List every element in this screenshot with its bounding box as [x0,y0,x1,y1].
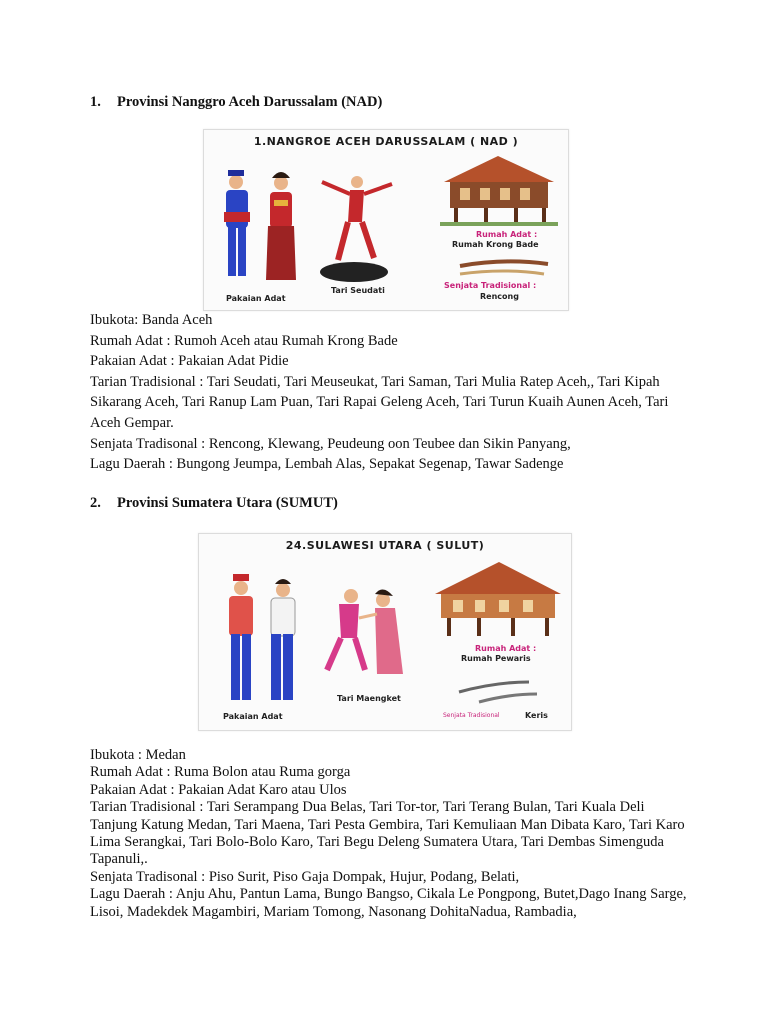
section-2-tarian: Tarian Tradisional : Tari Serampang Dua Belas, Tari Tor-tor, Tari Terang Bulan, Tari Kuala Deli Tanjung Katung Medan, Tari Maena, Tari Pesta Gembira, Tari Kemuliaan Man Dibata Karo, Tari Karo Lima Serangkai, Tari Bolo-Bolo Karo, Tari Begu Deleng Sumatera Utara, Tari Dembas Simenguda Tapanuli,. [90,799,685,868]
section-2-rumah-adat: Rumah Adat : Ruma Bolon atau Ruma gorga [90,764,351,781]
dancers-figure-icon [327,589,403,674]
section-2-pakaian-caption: Pakaian Adat [223,712,283,721]
section-2-title: Provinsi Sumatera Utara (SUMUT) [117,495,338,511]
rencong-weapon-icon [460,261,548,274]
section-2-tari-caption: Tari Maengket [337,694,401,703]
man-figure-icon [229,574,253,700]
section-1-senjata-name: Rencong [480,292,519,301]
section-1-heading [90,94,382,111]
section-1-rumah-name: Rumah Krong Bade [452,240,539,249]
section-2-illustration-banner: 24.SULAWESI UTARA ( SULUT) [285,539,485,552]
section-1-ibukota: Ibukota: Banda Aceh [90,312,213,328]
woman-figure-icon [266,172,296,280]
woman-figure-icon [271,579,295,700]
section-1-details [90,310,690,475]
section-1-rumah-label: Rumah Adat : [476,230,538,239]
section-2-ibukota: Ibukota : Medan [90,747,186,763]
section-1-illustration-banner: 1.NANGROE ACEH DARUSSALAM ( NAD ) [253,135,519,148]
section-1-rumah-adat: Rumah Adat : Rumoh Aceh atau Rumah Krong Bade [90,332,398,349]
section-2-rumah-label: Rumah Adat : [475,644,537,653]
section-1-senjata: Senjata Tradisonal : Rencong, Klewang, Peudeung oon Teubee dan Sikin Panyang, [90,435,571,452]
section-2-senjata-label: Senjata Tradisional [443,712,500,719]
section-1-title: Provinsi Nanggro Aceh Darussalam (NAD) [117,94,383,110]
keris-weapon-icon [459,682,537,702]
section-1-pakaian-adat: Pakaian Adat : Pakaian Adat Pidie [90,353,289,370]
rumah-krong-bade-icon [440,156,558,226]
rumah-pewaris-icon [435,562,561,636]
dancer-figure-icon [320,176,392,282]
section-1-number: 1. [90,94,101,110]
section-2-rumah-name: Rumah Pewaris [461,654,531,663]
section-1-illustration [203,129,569,311]
section-1-pakaian-caption: Pakaian Adat [226,294,286,303]
section-2-pakaian-adat: Pakaian Adat : Pakaian Adat Karo atau Ulos [90,781,347,798]
man-figure-icon [224,170,250,276]
section-2-senjata: Senjata Tradisonal : Piso Surit, Piso Gaja Dompak, Hujur, Podang, Belati, [90,868,520,885]
section-2-number: 2. [90,495,101,511]
section-2-senjata-name: Keris [525,711,548,720]
section-2-illustration [198,533,572,731]
section-1-lagu: Lagu Daerah : Bungong Jeumpa, Lembah Alas, Sepakat Segenap, Tawar Sadenge [90,456,564,473]
section-1-senjata-label: Senjata Tradisional : [444,281,537,290]
section-2-heading [90,495,338,512]
section-1-tarian: Tarian Tradisional : Tari Seudati, Tari Meuseukat, Tari Saman, Tari Mulia Ratep Aceh,, Tari Kipah Sikarang Aceh, Tari Ranup Lam Puan, Tari Rapai Geleng Aceh, Tari Turun Kuaih Aunen Aceh, Tari Aceh Gempar. [90,373,669,431]
section-2-lagu: Lagu Daerah : Anju Ahu, Pantun Lama, Bungo Bangso, Cikala Le Pongpong, Butet,Dago Inang Sarge, Lisoi, Madekdek Magambiri, Mariam Tomong, Nasonang DohitaNadua, Rambadia, [90,886,687,920]
section-2-details [90,747,690,921]
section-1-tari-caption: Tari Seudati [331,286,385,295]
